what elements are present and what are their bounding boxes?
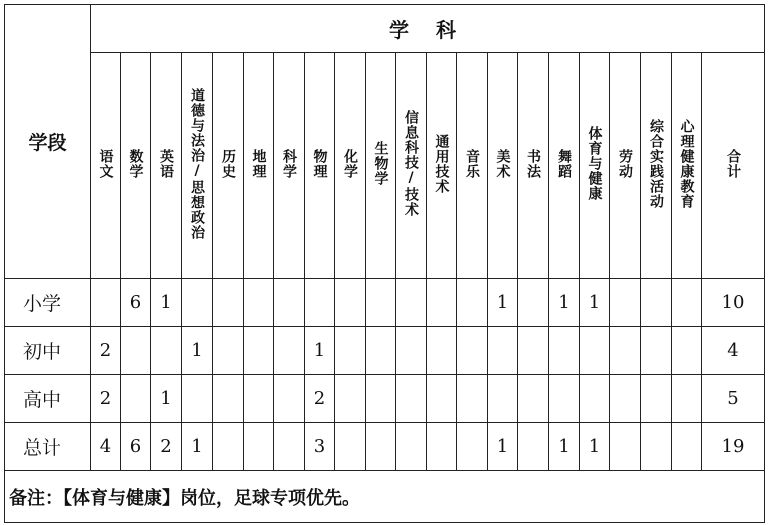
count-cell: 1 bbox=[488, 279, 518, 327]
count-cell: 1 bbox=[580, 279, 610, 327]
subject-header-cell bbox=[151, 53, 182, 279]
table-row bbox=[5, 375, 765, 423]
total-cell: 19 bbox=[702, 423, 765, 471]
count-cell: 1 bbox=[549, 279, 580, 327]
subject-header-cell bbox=[702, 53, 765, 279]
level-header: 学段 bbox=[5, 5, 91, 279]
count-cell bbox=[427, 327, 457, 375]
count-cell bbox=[518, 423, 549, 471]
level-cell: 总计 bbox=[5, 423, 91, 471]
subject-label: 科学 bbox=[281, 148, 297, 179]
subject-header-cell bbox=[274, 53, 305, 279]
subject-header-cell bbox=[641, 53, 672, 279]
recruitment-table bbox=[4, 4, 765, 523]
count-cell bbox=[549, 375, 580, 423]
count-cell bbox=[518, 327, 549, 375]
count-cell bbox=[182, 279, 213, 327]
count-cell bbox=[672, 423, 702, 471]
count-cell: 4 bbox=[91, 423, 121, 471]
level-cell: 高中 bbox=[5, 375, 91, 423]
level-cell: 初中 bbox=[5, 327, 91, 375]
count-cell bbox=[610, 327, 641, 375]
subject-label: 物理 bbox=[311, 148, 328, 179]
count-cell: 1 bbox=[151, 279, 182, 327]
count-cell: 6 bbox=[121, 279, 151, 327]
count-cell: 2 bbox=[151, 423, 182, 471]
subject-label: 音乐 bbox=[464, 148, 480, 179]
subject-label: 体育与健康 bbox=[586, 126, 603, 201]
subject-label: 历史 bbox=[220, 148, 236, 179]
subject-label: 地理 bbox=[250, 148, 267, 179]
count-cell bbox=[274, 327, 305, 375]
count-cell bbox=[457, 423, 488, 471]
count-cell bbox=[213, 279, 244, 327]
count-cell bbox=[396, 327, 427, 375]
count-cell bbox=[427, 375, 457, 423]
subject-label: 生物学 bbox=[372, 141, 389, 186]
count-cell bbox=[366, 279, 396, 327]
subject-label: 信息科技/技术 bbox=[403, 110, 419, 217]
count-cell bbox=[580, 327, 610, 375]
total-cell: 5 bbox=[702, 375, 765, 423]
subject-header-cell bbox=[366, 53, 396, 279]
count-cell bbox=[274, 375, 305, 423]
subject-header-cell bbox=[305, 53, 335, 279]
subject-header-cell bbox=[91, 53, 121, 279]
count-cell bbox=[610, 279, 641, 327]
count-cell bbox=[213, 375, 244, 423]
count-cell: 1 bbox=[182, 327, 213, 375]
total-cell: 4 bbox=[702, 327, 765, 375]
subject-header-cell bbox=[121, 53, 151, 279]
count-cell bbox=[335, 375, 366, 423]
count-cell bbox=[580, 375, 610, 423]
subject-label: 通用技术 bbox=[433, 133, 450, 194]
subject-label: 数学 bbox=[127, 148, 144, 179]
subject-label: 书法 bbox=[525, 148, 541, 179]
count-cell bbox=[244, 423, 274, 471]
level-cell: 小学 bbox=[5, 279, 91, 327]
subject-header-cell bbox=[244, 53, 274, 279]
subject-label: 语文 bbox=[97, 148, 114, 179]
subject-header-cell bbox=[610, 53, 641, 279]
count-cell bbox=[274, 279, 305, 327]
subject-label: 心理健康教育 bbox=[678, 118, 695, 209]
count-cell bbox=[427, 279, 457, 327]
count-cell bbox=[213, 327, 244, 375]
count-cell bbox=[274, 423, 305, 471]
count-cell: 1 bbox=[151, 375, 182, 423]
subject-header-cell bbox=[549, 53, 580, 279]
count-cell bbox=[244, 279, 274, 327]
count-cell bbox=[610, 375, 641, 423]
count-cell bbox=[672, 327, 702, 375]
count-cell: 2 bbox=[305, 375, 335, 423]
subject-label: 综合实践活动 bbox=[648, 118, 664, 209]
subject-header-cell bbox=[457, 53, 488, 279]
subject-header-cell bbox=[488, 53, 518, 279]
count-cell bbox=[335, 327, 366, 375]
count-cell bbox=[244, 327, 274, 375]
count-cell bbox=[457, 279, 488, 327]
table-row bbox=[5, 327, 765, 375]
count-cell: 3 bbox=[305, 423, 335, 471]
count-cell bbox=[91, 279, 121, 327]
subject-label: 道德与法治/思想政治 bbox=[189, 87, 205, 240]
subject-header-cell bbox=[396, 53, 427, 279]
count-cell bbox=[396, 279, 427, 327]
count-cell bbox=[366, 423, 396, 471]
subject-header-cell bbox=[672, 53, 702, 279]
count-cell bbox=[672, 375, 702, 423]
count-cell bbox=[457, 375, 488, 423]
count-cell: 1 bbox=[580, 423, 610, 471]
count-cell bbox=[641, 423, 672, 471]
table-row bbox=[5, 279, 765, 327]
subject-label: 舞蹈 bbox=[556, 148, 572, 179]
count-cell bbox=[488, 375, 518, 423]
count-cell bbox=[672, 279, 702, 327]
count-cell bbox=[335, 423, 366, 471]
count-cell bbox=[641, 279, 672, 327]
count-cell bbox=[518, 375, 549, 423]
count-cell bbox=[641, 327, 672, 375]
subject-header-cell bbox=[182, 53, 213, 279]
count-cell bbox=[396, 423, 427, 471]
count-cell: 2 bbox=[91, 327, 121, 375]
count-cell: 1 bbox=[549, 423, 580, 471]
subject-row bbox=[5, 53, 765, 279]
count-cell: 1 bbox=[182, 423, 213, 471]
count-cell bbox=[366, 327, 396, 375]
count-cell bbox=[366, 375, 396, 423]
subject-label: 英语 bbox=[158, 148, 174, 179]
subject-header: 学 科 bbox=[91, 5, 765, 53]
count-cell: 1 bbox=[488, 423, 518, 471]
count-cell bbox=[610, 423, 641, 471]
count-cell bbox=[427, 423, 457, 471]
subject-label: 化学 bbox=[342, 148, 358, 179]
count-cell: 1 bbox=[305, 327, 335, 375]
subject-header-cell bbox=[427, 53, 457, 279]
count-cell bbox=[335, 279, 366, 327]
subject-label: 美术 bbox=[494, 148, 511, 179]
remark-note: 备注：【体育与健康】岗位，足球专项优先。 bbox=[5, 471, 765, 523]
table-row bbox=[5, 423, 765, 471]
count-cell bbox=[121, 327, 151, 375]
count-cell bbox=[151, 327, 182, 375]
count-cell bbox=[549, 327, 580, 375]
subject-header-cell bbox=[213, 53, 244, 279]
count-cell bbox=[518, 279, 549, 327]
count-cell bbox=[121, 375, 151, 423]
count-cell: 6 bbox=[121, 423, 151, 471]
subject-label: 劳动 bbox=[617, 148, 633, 179]
count-cell bbox=[457, 327, 488, 375]
count-cell bbox=[182, 375, 213, 423]
count-cell bbox=[641, 375, 672, 423]
subject-label: 合计 bbox=[725, 148, 741, 179]
count-cell bbox=[213, 423, 244, 471]
total-cell: 10 bbox=[702, 279, 765, 327]
subject-header-cell bbox=[518, 53, 549, 279]
subject-header-cell bbox=[335, 53, 366, 279]
count-cell bbox=[305, 279, 335, 327]
count-cell bbox=[244, 375, 274, 423]
count-cell bbox=[396, 375, 427, 423]
subject-header-cell bbox=[580, 53, 610, 279]
count-cell bbox=[488, 327, 518, 375]
count-cell: 2 bbox=[91, 375, 121, 423]
